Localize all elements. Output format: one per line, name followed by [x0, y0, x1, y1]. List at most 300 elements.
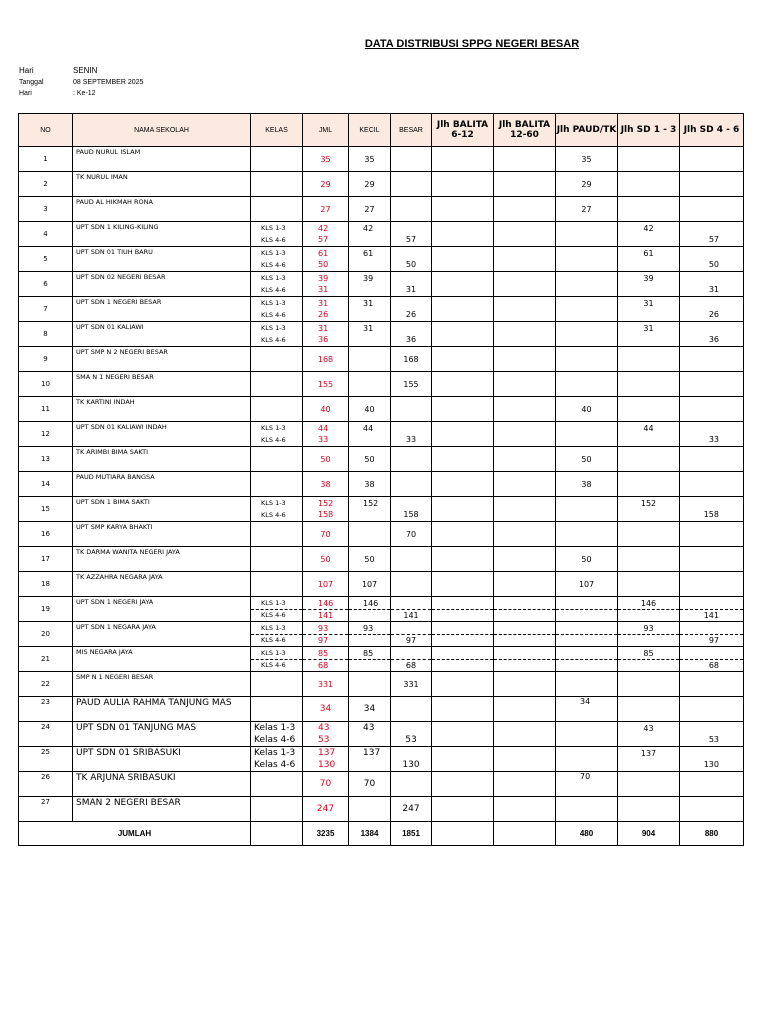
kelas-cell — [251, 297, 303, 322]
paud-cell — [556, 297, 618, 322]
sd-1-3-cell — [618, 197, 680, 222]
sd-4-6-value: 97 — [708, 635, 719, 645]
jml-kelas-1-3: 152 — [318, 498, 334, 508]
paud-cell — [556, 722, 618, 747]
header-kelas: KELAS — [251, 114, 303, 147]
balita-12-60-cell — [494, 797, 556, 822]
paud-cell — [556, 597, 618, 622]
besar-cell — [391, 272, 432, 297]
school-name: TK KARTINI INDAH — [73, 397, 251, 422]
sd-1-3-cell — [618, 472, 680, 497]
sd-1-3-value: 44 — [643, 423, 654, 433]
sd-1-3-cell — [618, 772, 680, 797]
kelas-1-3: KLS 1-3 — [251, 623, 302, 635]
besar-cell — [391, 447, 432, 472]
paud-cell: 50 — [556, 447, 618, 472]
sd-4-6-value: 36 — [708, 335, 719, 345]
table-row — [19, 672, 744, 697]
jml-cell: 35 — [303, 147, 349, 172]
kelas-1-3: Kelas 1-3 — [254, 748, 296, 759]
jml-kelas-1-3: 31 — [318, 298, 329, 308]
kecil-value: 152 — [363, 498, 379, 508]
school-name: PAUD AULIA RAHMA TANJUNG MAS — [73, 697, 251, 722]
school-name: UPT SDN 01 SRIBASUKI — [73, 747, 251, 772]
kecil-cell: 40 — [349, 397, 391, 422]
balita-6-12-cell — [432, 497, 494, 522]
kelas-cell — [251, 197, 303, 222]
school-name: PAUD MUTIARA BANGSA — [73, 472, 251, 497]
kecil-value: 39 — [363, 273, 374, 283]
school-name: TK AZZAHRA NEGARA JAYA — [73, 572, 251, 597]
row-no: 2 — [19, 172, 73, 197]
paud-cell — [556, 797, 618, 822]
total-sd-4-6: 880 — [680, 822, 744, 846]
total-row — [19, 822, 744, 846]
school-name: UPT SDN 1 NEGERI BESAR — [73, 297, 251, 322]
table-row — [19, 572, 744, 597]
school-name: TK DARMA WANITA NEGERI JAYA — [73, 547, 251, 572]
sd-1-3-cell — [618, 672, 680, 697]
table-row — [19, 347, 744, 372]
jml-kelas-4-6: 50 — [318, 260, 329, 270]
sd-4-6-value: 141 — [703, 610, 719, 620]
balita-6-12-cell — [432, 547, 494, 572]
kelas-cell — [251, 247, 303, 272]
sd-4-6-cell — [680, 747, 744, 772]
sd-4-6-value: 26 — [708, 310, 719, 320]
kelas-cell — [251, 147, 303, 172]
kelas-cell — [251, 497, 303, 522]
sd-1-3-cell — [618, 272, 680, 297]
kelas-4-6: Kelas 4-6 — [254, 734, 296, 745]
row-no: 14 — [19, 472, 73, 497]
sd-1-3-cell — [618, 222, 680, 247]
kelas-4-6: Kelas 4-6 — [254, 759, 296, 770]
sd-4-6-cell — [680, 172, 744, 197]
besar-cell — [391, 422, 432, 447]
sd-1-3-value: 85 — [618, 648, 679, 660]
besar-cell — [391, 297, 432, 322]
sd-4-6-cell — [680, 397, 744, 422]
school-name: TK ARIMBI BIMA SAKTI — [73, 447, 251, 472]
kelas-1-3: KLS 1-3 — [261, 424, 286, 433]
hari-ke-label: Hari — [19, 90, 32, 97]
table-row — [19, 522, 744, 547]
jml-cell: 29 — [303, 172, 349, 197]
besar-value: 31 — [405, 285, 417, 295]
school-name: UPT SDN 1 BIMA SAKTI — [73, 497, 251, 522]
kelas-1-3: KLS 1-3 — [261, 224, 286, 233]
table-row — [19, 422, 744, 447]
sd-4-6-value: 33 — [708, 435, 719, 445]
paud-cell: 38 — [556, 472, 618, 497]
jml-cell — [303, 322, 349, 347]
sd-4-6-value: 31 — [708, 285, 719, 295]
kecil-cell — [349, 597, 391, 622]
row-no: 18 — [19, 572, 73, 597]
balita-12-60-cell — [494, 647, 556, 672]
besar-cell: 70 — [391, 522, 432, 547]
paud-cell: 70 — [556, 772, 618, 797]
sd-4-6-cell — [680, 347, 744, 372]
school-name: UPT SDN 01 KALIAWI — [73, 322, 251, 347]
jml-kelas-1-3: 31 — [318, 323, 329, 333]
sd-1-3-cell — [618, 297, 680, 322]
balita-12-60-cell — [494, 722, 556, 747]
jml-cell: 38 — [303, 472, 349, 497]
school-name: UPT SDN 01 TIUH BARU — [73, 247, 251, 272]
balita-6-12-cell — [432, 522, 494, 547]
balita-6-12-cell — [432, 472, 494, 497]
balita-6-12-cell — [432, 572, 494, 597]
balita-6-12-cell — [432, 672, 494, 697]
balita-12-60-cell — [494, 422, 556, 447]
row-no: 22 — [19, 672, 73, 697]
kecil-value: 31 — [363, 323, 374, 333]
table-body — [19, 147, 744, 822]
table-row — [19, 272, 744, 297]
paud-cell: 107 — [556, 572, 618, 597]
besar-cell — [391, 497, 432, 522]
sd-4-6-value: 57 — [708, 235, 719, 245]
table-row — [19, 772, 744, 797]
sd-1-3-value: 39 — [643, 273, 654, 283]
balita-12-60-cell — [494, 497, 556, 522]
row-no: 5 — [19, 247, 73, 272]
header-balita-6-12: Jlh BALITA 6-12 — [432, 114, 494, 147]
balita-12-60-cell — [494, 197, 556, 222]
sd-1-3-cell — [618, 422, 680, 447]
kelas-cell — [251, 697, 303, 722]
jml-kelas-4-6: 158 — [318, 510, 334, 520]
table-row — [19, 247, 744, 272]
total-label: JUMLAH — [19, 822, 251, 846]
header-balita-12-60: Jlh BALITA 12-60 — [494, 114, 556, 147]
balita-6-12-cell — [432, 597, 494, 622]
jml-kelas-4-6: 141 — [318, 610, 334, 620]
besar-value: 33 — [405, 435, 417, 445]
sd-1-3-cell — [618, 797, 680, 822]
table-row — [19, 472, 744, 497]
total-kecil: 1384 — [349, 822, 391, 846]
kecil-cell — [349, 497, 391, 522]
balita-12-60-cell — [494, 622, 556, 647]
balita-6-12-cell — [432, 347, 494, 372]
besar-cell — [391, 247, 432, 272]
kelas-cell — [251, 797, 303, 822]
hari-label: Hari — [19, 66, 34, 75]
sd-4-6-cell — [680, 497, 744, 522]
table-row — [19, 797, 744, 822]
kelas-cell — [251, 222, 303, 247]
header-nama-sekolah: NAMA SEKOLAH — [73, 114, 251, 147]
kelas-cell — [251, 747, 303, 772]
jml-cell: 50 — [303, 547, 349, 572]
school-name: SMA N 1 NEGERI BESAR — [73, 372, 251, 397]
row-no: 17 — [19, 547, 73, 572]
jml-cell: 27 — [303, 197, 349, 222]
kecil-cell: 38 — [349, 472, 391, 497]
table-row — [19, 147, 744, 172]
kelas-cell — [251, 372, 303, 397]
school-name: SMP N 1 NEGERI BESAR — [73, 672, 251, 697]
kecil-cell — [349, 272, 391, 297]
kecil-cell — [349, 222, 391, 247]
balita-6-12-cell — [432, 372, 494, 397]
jml-cell — [303, 272, 349, 297]
sd-4-6-cell — [680, 147, 744, 172]
sd-1-3-cell — [618, 397, 680, 422]
kecil-cell: 34 — [349, 697, 391, 722]
besar-value: 158 — [403, 510, 419, 520]
balita-6-12-cell — [432, 322, 494, 347]
sd-1-3-cell — [618, 247, 680, 272]
kelas-1-3: KLS 1-3 — [251, 648, 302, 660]
paud-cell — [556, 322, 618, 347]
sd-4-6-cell — [680, 672, 744, 697]
school-name: UPT SDN 1 NEGERI JAYA — [73, 597, 251, 622]
row-no: 11 — [19, 397, 73, 422]
balita-12-60-cell — [494, 322, 556, 347]
balita-6-12-cell — [432, 797, 494, 822]
besar-value: 36 — [405, 335, 417, 345]
sd-4-6-value: 50 — [708, 260, 719, 270]
kecil-cell — [349, 522, 391, 547]
balita-12-60-cell — [494, 372, 556, 397]
paud-cell — [556, 372, 618, 397]
kelas-cell — [251, 347, 303, 372]
jml-kelas-4-6: 130 — [318, 759, 336, 770]
sd-4-6-cell — [680, 222, 744, 247]
school-name: MIS NEGARA JAYA — [73, 647, 251, 672]
kecil-cell — [349, 347, 391, 372]
sd-4-6-cell — [680, 597, 744, 622]
kecil-value: 93 — [349, 623, 390, 635]
paud-cell: 34 — [556, 697, 618, 722]
school-name: UPT SDN 1 KILING-KILING — [73, 222, 251, 247]
kecil-value: 137 — [363, 748, 381, 759]
kelas-1-3: KLS 1-3 — [261, 324, 286, 333]
sd-4-6-cell — [680, 772, 744, 797]
kecil-cell — [349, 247, 391, 272]
sd-4-6-cell — [680, 322, 744, 347]
balita-6-12-cell — [432, 247, 494, 272]
balita-12-60-cell — [494, 272, 556, 297]
kecil-cell — [349, 797, 391, 822]
sd-1-3-cell — [618, 722, 680, 747]
jml-kelas-1-3: 146 — [303, 598, 348, 610]
jml-kelas-4-6: 53 — [318, 734, 330, 745]
paud-cell: 35 — [556, 147, 618, 172]
sd-4-6-cell — [680, 472, 744, 497]
sd-1-3-value: 31 — [643, 323, 654, 333]
kecil-cell: 50 — [349, 447, 391, 472]
sd-4-6-cell — [680, 647, 744, 672]
sd-4-6-cell — [680, 447, 744, 472]
kelas-cell — [251, 322, 303, 347]
table-row — [19, 172, 744, 197]
kelas-4-6: KLS 4-6 — [261, 661, 286, 669]
sd-1-3-cell — [618, 322, 680, 347]
sd-4-6-cell — [680, 722, 744, 747]
besar-value: 26 — [405, 310, 417, 320]
jml-cell: 70 — [303, 522, 349, 547]
sd-1-3-value: 61 — [643, 248, 654, 258]
kelas-cell — [251, 272, 303, 297]
paud-cell — [556, 222, 618, 247]
jml-kelas-4-6: 26 — [318, 310, 329, 320]
school-name: PAUD AL HIKMAH RONA — [73, 197, 251, 222]
paud-cell — [556, 522, 618, 547]
kelas-cell — [251, 472, 303, 497]
school-name: TK NURUL IMAN — [73, 172, 251, 197]
kecil-cell — [349, 622, 391, 647]
kecil-value: 44 — [363, 423, 374, 433]
jml-kelas-1-3: 43 — [318, 723, 330, 734]
balita-6-12-cell — [432, 722, 494, 747]
besar-cell — [391, 722, 432, 747]
table-row — [19, 397, 744, 422]
paud-cell — [556, 622, 618, 647]
balita-12-60-cell — [494, 697, 556, 722]
sd-4-6-cell — [680, 547, 744, 572]
kelas-1-3: KLS 1-3 — [261, 499, 286, 508]
hari-value: SENIN — [73, 66, 98, 75]
balita-6-12-cell — [432, 147, 494, 172]
sd-1-3-cell — [618, 147, 680, 172]
table-row — [19, 497, 744, 522]
paud-cell — [556, 747, 618, 772]
sd-4-6-cell — [680, 197, 744, 222]
jml-cell — [303, 297, 349, 322]
jml-kelas-1-3: 85 — [303, 648, 348, 660]
kelas-4-6: KLS 4-6 — [261, 636, 286, 644]
jml-cell: 107 — [303, 572, 349, 597]
besar-cell — [391, 697, 432, 722]
table-row — [19, 697, 744, 722]
table-row — [19, 447, 744, 472]
row-no: 26 — [19, 772, 73, 797]
kecil-cell: 29 — [349, 172, 391, 197]
kelas-cell — [251, 597, 303, 622]
sd-1-3-value: 137 — [640, 748, 657, 758]
balita-6-12-cell — [432, 297, 494, 322]
balita-6-12-cell — [432, 172, 494, 197]
kecil-value: 85 — [349, 648, 390, 660]
header-kecil: KECIL — [349, 114, 391, 147]
kecil-cell: 70 — [349, 772, 391, 797]
besar-value: 50 — [405, 260, 417, 270]
header-paud-tk: Jlh PAUD/TK — [556, 114, 618, 147]
jml-kelas-4-6: 97 — [318, 635, 329, 645]
besar-cell — [391, 572, 432, 597]
kelas-4-6: KLS 4-6 — [261, 235, 286, 244]
table-row — [19, 747, 744, 772]
balita-6-12-cell — [432, 772, 494, 797]
sd-4-6-cell — [680, 572, 744, 597]
distribution-table — [18, 113, 744, 846]
besar-cell — [391, 397, 432, 422]
sd-1-3-value: 31 — [643, 298, 654, 308]
besar-value: 57 — [405, 235, 417, 245]
row-no: 3 — [19, 197, 73, 222]
sd-1-3-value: 152 — [640, 498, 657, 508]
besar-cell: 247 — [391, 797, 432, 822]
besar-cell — [391, 622, 432, 647]
total-kelas — [251, 822, 303, 846]
jml-kelas-1-3: 42 — [318, 223, 329, 233]
kecil-cell — [349, 372, 391, 397]
besar-cell — [391, 322, 432, 347]
row-no: 15 — [19, 497, 73, 522]
kelas-4-6: KLS 4-6 — [261, 510, 286, 519]
sd-1-3-value: 93 — [618, 623, 679, 635]
school-name: UPT SMP KARYA BHAKTI — [73, 522, 251, 547]
balita-12-60-cell — [494, 672, 556, 697]
balita-12-60-cell — [494, 597, 556, 622]
besar-cell — [391, 597, 432, 622]
row-no: 25 — [19, 747, 73, 772]
sd-4-6-cell — [680, 372, 744, 397]
besar-cell — [391, 222, 432, 247]
balita-6-12-cell — [432, 647, 494, 672]
header-sd-4-6: Jlh SD 4 - 6 — [680, 114, 744, 147]
balita-6-12-cell — [432, 197, 494, 222]
table-row — [19, 322, 744, 347]
table-row — [19, 197, 744, 222]
sd-1-3-value: 146 — [618, 598, 679, 610]
header-no: NO — [19, 114, 73, 147]
kelas-1-3: KLS 1-3 — [261, 299, 286, 308]
row-no: 23 — [19, 697, 73, 722]
balita-6-12-cell — [432, 697, 494, 722]
sd-1-3-cell — [618, 597, 680, 622]
jml-kelas-4-6: 33 — [318, 435, 329, 445]
school-name: UPT SDN 01 TANJUNG MAS — [73, 722, 251, 747]
total-besar: 1851 — [391, 822, 432, 846]
row-no: 8 — [19, 322, 73, 347]
paud-cell: 40 — [556, 397, 618, 422]
table-row — [19, 222, 744, 247]
row-no: 16 — [19, 522, 73, 547]
row-no: 20 — [19, 622, 73, 647]
sd-4-6-cell — [680, 247, 744, 272]
kecil-cell: 107 — [349, 572, 391, 597]
table-row — [19, 547, 744, 572]
sd-1-3-cell — [618, 447, 680, 472]
jml-cell: 40 — [303, 397, 349, 422]
jml-cell: 168 — [303, 347, 349, 372]
row-no: 13 — [19, 447, 73, 472]
jml-kelas-4-6: 68 — [318, 660, 329, 670]
kelas-cell — [251, 397, 303, 422]
balita-12-60-cell — [494, 297, 556, 322]
kelas-cell — [251, 647, 303, 672]
jml-cell — [303, 422, 349, 447]
jml-kelas-1-3: 61 — [318, 248, 329, 258]
balita-12-60-cell — [494, 772, 556, 797]
table-row — [19, 372, 744, 397]
kelas-cell — [251, 522, 303, 547]
balita-6-12-cell — [432, 397, 494, 422]
paud-cell — [556, 497, 618, 522]
header-row — [19, 114, 744, 147]
balita-12-60-cell — [494, 472, 556, 497]
row-no: 21 — [19, 647, 73, 672]
sd-4-6-cell — [680, 622, 744, 647]
kelas-4-6: KLS 4-6 — [261, 435, 286, 444]
table-row — [19, 647, 744, 672]
